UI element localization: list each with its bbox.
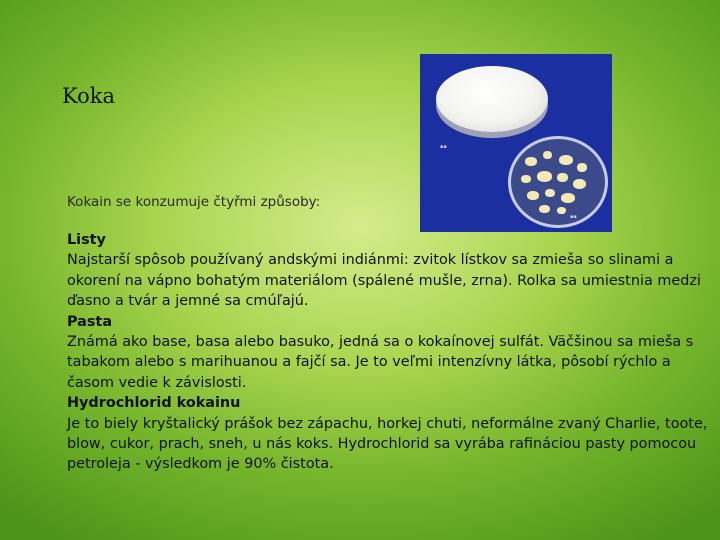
- crystal-nugget: [559, 155, 573, 165]
- powder-dish: [436, 66, 548, 132]
- crystal-nugget: [557, 173, 568, 182]
- slide-title: Koka: [62, 84, 116, 108]
- photo-caption-mark: ▪▪: [440, 144, 447, 150]
- photo-caption-mark: ▪▪: [570, 214, 577, 220]
- crystal-nugget: [527, 191, 539, 200]
- slide-subtitle: Kokain se konzumuje čtyřmi způsoby:: [67, 194, 321, 210]
- crystal-nugget: [545, 189, 555, 197]
- slide-body: [67, 230, 717, 475]
- crystal-nugget: [537, 171, 552, 182]
- crystal-dish: [508, 136, 608, 228]
- section-heading: Hydrochlorid kokainu: [67, 395, 241, 412]
- section-text: Známá ako base, basa alebo basuko, jedná sa o kokaínovej sulfát. Väčšinou sa mieša s tabakom alebo s marihuanou a fajčí sa. Je to veľmi intenzívny látka, pôsobí rýchlo a časom vedie k závislosti.: [67, 334, 694, 391]
- section-text: Je to biely kryštalický prášok bez zápachu, horkej chuti, neformálne zvaný Charlie, toote, blow, cukor, prach, sneh, u nás koks. Hydrochlorid sa vyrába rafináciou pasty pomocou petroleja - výsledkom je 90% čistota.: [67, 415, 708, 473]
- section-heading: Listy: [67, 232, 106, 248]
- crystal-nugget: [525, 157, 537, 166]
- crystal-nugget: [543, 151, 552, 159]
- section-text: Najstarší spôsob používaný andskými indiánmi: zvitok lístkov sa zmieša so slinami a okorení na vápno bohatým materiálom (spálené mušle, zrna). Rolka sa umiestnia medzi ďasno a tvár a jemné sa cmúľajú.: [67, 252, 701, 310]
- section-heading: Pasta: [67, 313, 113, 330]
- crystal-nugget: [539, 205, 550, 213]
- crystal-nugget: [577, 163, 587, 172]
- crystal-nugget: [561, 193, 575, 203]
- crystal-nugget: [557, 207, 566, 214]
- crystal-nugget: [573, 179, 586, 189]
- cocaine-photo: [420, 54, 612, 232]
- crystal-nugget: [521, 175, 531, 183]
